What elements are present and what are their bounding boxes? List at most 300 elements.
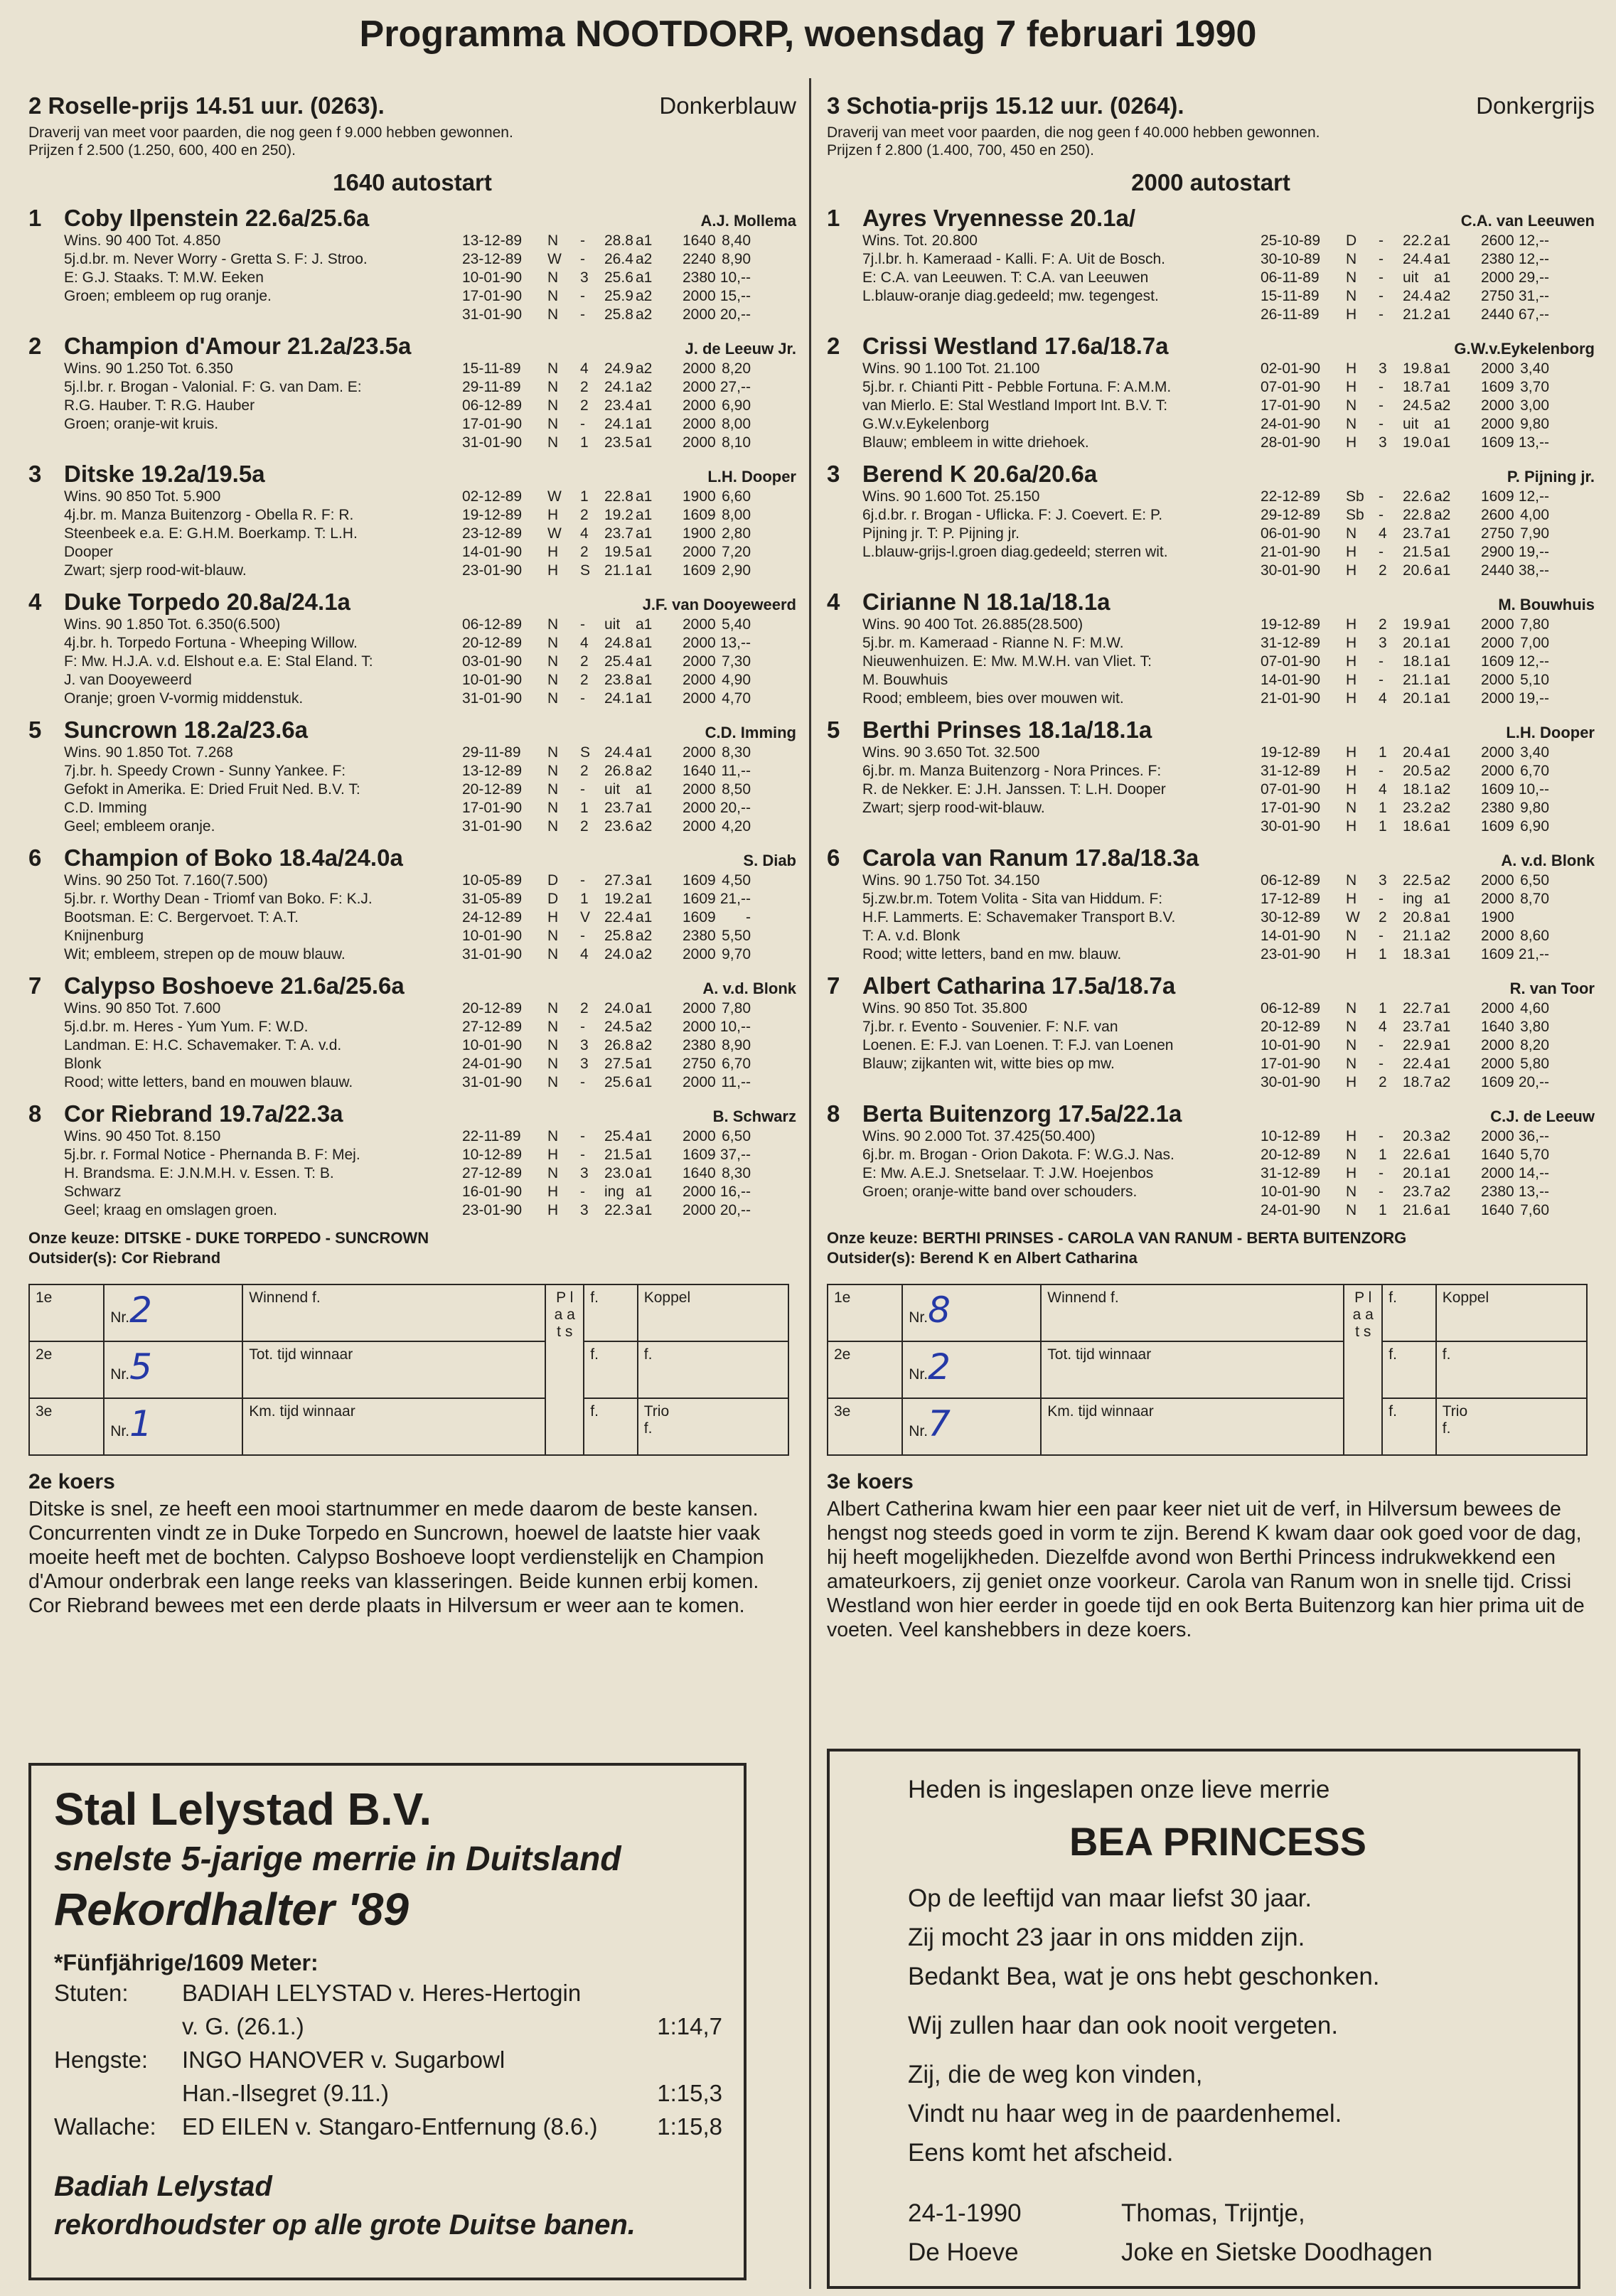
run-row <box>462 543 796 562</box>
memorial-line: Zij, die de weg kon vinden, <box>908 2061 1203 2088</box>
run-cell: 20.5 <box>1403 763 1432 779</box>
horse-trainer: G.W.v.Eykelenborg <box>1454 340 1595 358</box>
horse-info-line: Wins. 90 850 Tot. 35.800 <box>862 1000 1027 1016</box>
result-nr <box>104 1398 242 1455</box>
run-cell: 02-01-90 <box>1261 360 1321 377</box>
run-cell: 14,-- <box>1518 1165 1549 1181</box>
run-cell: 26.8 <box>604 1037 633 1053</box>
run-cell: 2000 <box>683 416 716 432</box>
run-cell: N <box>547 434 559 451</box>
memorial-date: 24-1-1990 <box>908 2199 1022 2227</box>
run-cell: N <box>547 1037 559 1053</box>
run-row <box>1261 1018 1595 1036</box>
run-cell: 31-01-90 <box>462 818 523 835</box>
run-cell: a2 <box>1434 1074 1451 1090</box>
horse-info-line: 6j.br. m. Manza Buitenzorg - Nora Princes. F: <box>862 763 1162 779</box>
run-cell: a1 <box>636 690 653 707</box>
horse-info-line: Geel; kraag en omslagen groen. <box>64 1202 278 1218</box>
run-cell: 12,-- <box>1518 488 1549 505</box>
run-row <box>1261 871 1595 890</box>
run-cell: ing <box>1403 891 1423 907</box>
race-distance: 1640 autostart <box>333 169 492 195</box>
run-cell: a1 <box>636 488 653 505</box>
horse-name-text: Berend K 20.6a/20.6a <box>862 461 1098 487</box>
horse-info-line: H. Brandsma. E: J.N.M.H. v. Essen. T: B. <box>64 1165 334 1181</box>
run-row <box>462 744 796 762</box>
record-cell: Wallache: <box>54 2113 156 2140</box>
condition-line: Prijzen f 2.500 (1.250, 600, 400 en 250). <box>28 142 296 159</box>
horse-entry <box>28 589 796 708</box>
horse-info-line: Rood; witte letters, band en mouwen blauw. <box>64 1074 353 1090</box>
run-cell: - <box>1379 507 1384 523</box>
horse-number: 3 <box>827 461 840 487</box>
result-table <box>28 1284 789 1456</box>
run-cell: 06-01-90 <box>1261 525 1321 542</box>
record-cell: Stuten: <box>54 1980 129 2006</box>
horse-runs <box>1261 232 1595 324</box>
record-cell: 1:15,3 <box>657 2080 722 2106</box>
run-cell: V <box>580 909 591 926</box>
condition-line: Prijzen f 2.800 (1.400, 700, 450 en 250). <box>827 142 1094 159</box>
horse-info-line: R. de Nekker. E: J.H. Janssen. T: L.H. Dooper <box>862 781 1166 798</box>
run-row <box>462 1164 796 1183</box>
horse-info-line: Wins. 90 1.250 Tot. 6.350 <box>64 360 233 377</box>
run-cell: 25.4 <box>604 653 633 670</box>
run-cell: 30-01-90 <box>1261 818 1321 835</box>
run-cell: N <box>1346 800 1357 816</box>
horse-runs <box>462 488 796 580</box>
run-cell: 2000 <box>1481 360 1514 377</box>
run-cell: 2750 <box>1481 288 1514 304</box>
horse-info <box>862 616 1261 708</box>
run-row <box>1261 671 1595 690</box>
run-cell: 2000 <box>683 544 716 560</box>
run-row <box>462 269 796 287</box>
run-cell: 23.0 <box>604 1165 633 1181</box>
horse-number: 5 <box>28 717 42 743</box>
run-cell: a1 <box>1434 1019 1451 1035</box>
run-cell: 20,-- <box>719 1202 751 1218</box>
run-cell: 15-11-89 <box>462 360 521 377</box>
run-cell: N <box>547 306 559 323</box>
run-cell: a2 <box>1434 1184 1451 1200</box>
run-cell: 1 <box>1379 800 1387 816</box>
memorial-lines <box>908 1879 1499 2172</box>
run-cell: 25.8 <box>604 306 633 323</box>
run-cell: 3 <box>580 1202 589 1218</box>
run-cell: 1609 <box>683 507 716 523</box>
horse-info-line: E: Mw. A.E.J. Snetselaar. T: J.W. Hoejenbos <box>862 1165 1154 1181</box>
run-cell: a1 <box>1434 818 1451 835</box>
run-cell: 1609 <box>683 909 716 926</box>
run-cell: N <box>547 744 559 761</box>
horse-info <box>862 744 1261 836</box>
run-cell: 12,-- <box>1518 653 1549 670</box>
result-row <box>828 1398 1587 1455</box>
horse-info-line: 5j.br. r. Formal Notice - Phernanda B. F: Mej. <box>64 1147 360 1163</box>
run-cell: 24.0 <box>604 946 633 962</box>
result-nr <box>902 1341 1041 1398</box>
horse-info-line: Wins. 90 850 Tot. 7.600 <box>64 1000 221 1016</box>
run-cell: a2 <box>1434 397 1451 414</box>
run-cell: 8,60 <box>1520 928 1549 944</box>
run-cell: N <box>547 269 559 286</box>
run-cell: 15-11-89 <box>1261 288 1320 304</box>
run-cell: a1 <box>1434 744 1451 761</box>
run-cell: 8,40 <box>722 232 751 249</box>
run-cell: W <box>547 251 562 267</box>
run-cell: N <box>547 781 559 798</box>
run-cell: - <box>1379 1037 1384 1053</box>
run-cell: 24-12-89 <box>462 909 523 926</box>
run-cell: a1 <box>636 1000 653 1016</box>
run-row <box>1261 1127 1595 1146</box>
run-cell: 3,70 <box>1520 379 1549 395</box>
run-cell: uit <box>604 616 621 633</box>
horse-info-line: Blauw; zijkanten wit, witte bies op mw. <box>862 1056 1115 1072</box>
run-cell: 18.3 <box>1403 946 1432 962</box>
horse-info-line: Schwarz <box>64 1184 122 1200</box>
run-cell: 2000 <box>1481 763 1514 779</box>
run-cell: a2 <box>1434 872 1451 889</box>
handwritten-number: 2 <box>129 1289 152 1331</box>
run-cell: - <box>1379 672 1384 688</box>
run-cell: a1 <box>1434 1147 1451 1163</box>
run-cell: 2000 <box>683 1074 716 1090</box>
horse-trainer: P. Pijning jr. <box>1507 468 1595 486</box>
run-cell: 8,00 <box>722 416 751 432</box>
ad-record-rows <box>54 1976 721 2143</box>
result-nr <box>902 1284 1041 1341</box>
run-cell: 1 <box>1379 744 1387 761</box>
run-cell: H <box>1346 653 1357 670</box>
horse-info-line: 4j.br. h. Torpedo Fortuna - Wheeping Willow. <box>64 635 358 651</box>
run-cell: D <box>547 872 559 889</box>
run-cell <box>1507 908 1549 927</box>
run-cell: 24.5 <box>604 1019 633 1035</box>
memorial-line: Wij zullen haar dan ook nooit vergeten. <box>908 2012 1339 2039</box>
horse-details <box>827 232 1595 324</box>
horse-entry <box>28 1100 796 1220</box>
run-cell: S <box>580 562 591 579</box>
run-cell: - <box>1379 891 1384 907</box>
horse-info-line: 5j.br. r. Chianti Pitt - Pebble Fortuna. F: A.M.M. <box>862 379 1172 395</box>
run-cell: - <box>1379 251 1384 267</box>
horse-details <box>827 1127 1595 1220</box>
record-cell: INGO HANOVER v. Sugarbowl <box>182 2046 505 2073</box>
run-cell: 1609 <box>1481 1074 1514 1090</box>
run-cell: 19-12-89 <box>1261 616 1321 633</box>
horse-name-text: Ayres Vryennesse 20.1a/ <box>862 205 1136 231</box>
result-nr <box>104 1341 242 1398</box>
run-cell: 21.2 <box>1403 306 1432 323</box>
run-cell: 2000 <box>1481 1037 1514 1053</box>
run-cell: 03-01-90 <box>462 653 523 670</box>
run-cell: - <box>1379 397 1384 414</box>
koppel-label: Koppel <box>643 1289 691 1306</box>
horse-info-line: C.D. Imming <box>64 800 147 816</box>
run-cell: 23-12-89 <box>462 251 523 267</box>
horse-trainer: B. Schwarz <box>712 1107 796 1125</box>
condition-line: Draverij van meet voor paarden, die nog geen f 9.000 hebben gewonnen. <box>28 124 513 141</box>
run-cell: N <box>1346 1202 1357 1218</box>
run-cell: - <box>580 1074 585 1090</box>
memorial-line: Op de leeftijd van maar liefst 30 jaar. <box>908 1884 1312 1912</box>
run-cell: 20.3 <box>1403 1128 1432 1144</box>
run-row <box>462 250 796 269</box>
run-cell: a1 <box>1434 946 1451 962</box>
handwritten-number: 2 <box>928 1346 951 1388</box>
run-cell: 2000 <box>1481 1128 1514 1144</box>
run-cell: N <box>547 1074 559 1090</box>
run-cell: 10-01-90 <box>462 269 523 286</box>
run-cell: 2 <box>580 818 589 835</box>
run-row <box>1261 799 1595 817</box>
run-row <box>1261 1073 1595 1092</box>
horse-name <box>28 844 403 871</box>
run-cell: 7,00 <box>1520 635 1549 651</box>
run-cell: - <box>580 1128 585 1144</box>
run-cell: 2750 <box>1481 525 1514 542</box>
run-cell: a1 <box>1434 1165 1451 1181</box>
run-cell: 16-01-90 <box>462 1184 523 1200</box>
run-row <box>1261 397 1595 415</box>
run-cell: 19-12-89 <box>462 507 523 523</box>
run-cell: 25.6 <box>604 269 633 286</box>
run-cell: 24.1 <box>604 416 633 432</box>
run-cell: 3 <box>1379 872 1387 889</box>
horse-info-line: Wins. 90 1.850 Tot. 7.268 <box>64 744 233 761</box>
horse-info-line: M. Bouwhuis <box>862 672 948 688</box>
horse-info-line: Landman. E: H.C. Schavemaker. T: A. v.d. <box>64 1037 342 1053</box>
result-extra <box>638 1284 788 1341</box>
run-row <box>1261 1201 1595 1220</box>
run-cell: 2000 <box>683 800 716 816</box>
run-cell: 20.6 <box>1403 562 1432 579</box>
run-cell: 31,-- <box>1518 288 1549 304</box>
horse-number: 1 <box>28 205 42 231</box>
run-cell: a1 <box>1434 306 1451 323</box>
horse-info-line: 4j.br. m. Manza Buitenzorg - Obella R. F: R. <box>64 507 354 523</box>
run-cell: 15,-- <box>719 288 751 304</box>
run-cell: 22.3 <box>604 1202 633 1218</box>
horse-info-line: Knijnenburg <box>64 928 144 944</box>
run-cell: 2380 <box>683 1037 716 1053</box>
horse-info <box>64 488 462 580</box>
run-cell: 7,60 <box>1520 1202 1549 1218</box>
run-cell: 17-01-90 <box>462 288 523 304</box>
run-cell: 07-01-90 <box>1261 653 1321 670</box>
horse-name <box>28 205 369 232</box>
horse-entry <box>827 205 1595 324</box>
horse-runs <box>1261 616 1595 708</box>
horse-info-line: Steenbeek e.a. E: G.H.M. Boerkamp. T: L.H. <box>64 525 358 542</box>
run-row <box>462 927 796 945</box>
run-row <box>462 1018 796 1036</box>
run-cell: a1 <box>636 525 653 542</box>
run-row <box>462 488 796 506</box>
run-cell: 17-12-89 <box>1261 891 1321 907</box>
run-cell: W <box>547 525 562 542</box>
run-cell: 6,50 <box>722 1128 751 1144</box>
run-cell: a1 <box>1434 891 1451 907</box>
record-cell: 1:15,8 <box>657 2113 722 2140</box>
ad-title: Stal Lelystad B.V. <box>54 1783 432 1835</box>
run-cell: a1 <box>1434 525 1451 542</box>
run-cell: a2 <box>1434 928 1451 944</box>
run-cell: N <box>1346 288 1357 304</box>
run-cell: 24.4 <box>1403 251 1432 267</box>
run-cell: 23.7 <box>604 800 633 816</box>
run-cell: - <box>1379 928 1384 944</box>
run-cell: 1640 <box>1481 1147 1514 1163</box>
horse-details <box>28 1127 796 1220</box>
run-cell: - <box>1379 1165 1384 1181</box>
run-cell: 2000 <box>1481 891 1514 907</box>
run-cell: 10,-- <box>719 1019 751 1035</box>
run-cell: 1640 <box>683 232 716 249</box>
horse-name-row <box>827 589 1595 616</box>
run-cell: a1 <box>1434 635 1451 651</box>
run-cell: 19,-- <box>1518 690 1549 707</box>
run-cell: a1 <box>1434 1056 1451 1072</box>
ad-footer <box>54 2167 721 2244</box>
run-row <box>462 1127 796 1146</box>
run-row <box>1261 506 1595 525</box>
commentary-text: Albert Catherina kwam hier een paar keer niet uit de verf, in Hilversum bewees de hengst nog steeds goed in vorm te zijn. Berend K kwam daar ook goed voor de dag, hij heeft mogelijkheden. Diezelfde avond won Berthi Princess indrukwekkend een amateurkoers, zij geniet onze voorkeur. Carola van Ranum won in snelle tijd. Crissi Westland won hier eerder in goede tijd en ook Berta Buitenzorg kan hier prima uit de voeten. Veel kanshebbers in deze koers. <box>827 1498 1585 1641</box>
run-cell: a1 <box>636 397 653 414</box>
horse-info-line: Loenen. E: F.J. van Loenen. T: F.J. van Loenen <box>862 1037 1174 1053</box>
run-cell: 31-12-89 <box>1261 1165 1321 1181</box>
run-cell: N <box>547 616 559 633</box>
run-cell: 29-11-89 <box>462 379 521 395</box>
record-row <box>54 2043 721 2076</box>
run-cell: N <box>1346 269 1357 286</box>
run-cell: N <box>547 397 559 414</box>
run-cell: 1640 <box>683 763 716 779</box>
run-row <box>462 762 796 780</box>
run-cell: a1 <box>636 744 653 761</box>
run-cell: 23.8 <box>604 672 633 688</box>
run-cell: N <box>1346 928 1357 944</box>
memorial-signature <box>908 2194 1499 2272</box>
run-cell: 20-12-89 <box>1261 1147 1321 1163</box>
run-cell: - <box>580 1147 585 1163</box>
run-cell: 7,20 <box>722 544 751 560</box>
run-cell: 3 <box>1379 635 1387 651</box>
run-row <box>462 616 796 634</box>
run-cell: 8,30 <box>722 1165 751 1181</box>
run-cell: 17-01-90 <box>1261 397 1321 414</box>
run-cell: 10,-- <box>1518 781 1549 798</box>
run-cell: H <box>547 1184 559 1200</box>
run-cell: 2 <box>580 379 589 395</box>
result-f: f. <box>1442 1420 1451 1437</box>
horse-info-line: Gefokt in Amerika. E: Dried Fruit Ned. B.V. T: <box>64 781 360 798</box>
horse-name-text: Calypso Boshoeve 21.6a/25.6a <box>64 972 405 999</box>
run-row <box>462 232 796 250</box>
horse-info-line: L.blauw-oranje diag.gedeeld; mw. tegengest. <box>862 288 1159 304</box>
horse-name-text: Champion d'Amour 21.2a/23.5a <box>64 333 412 359</box>
handwritten-number: 1 <box>129 1403 152 1444</box>
run-cell: a1 <box>1434 690 1451 707</box>
ad-footer-line: Badiah Lelystad <box>54 2171 272 2202</box>
run-cell: 20-12-89 <box>462 1000 523 1016</box>
horse-info-line: Dooper <box>64 544 113 560</box>
horse-info-line: G.W.v.Eykelenborg <box>862 416 990 432</box>
run-cell: a1 <box>636 1128 653 1144</box>
run-cell: 2 <box>580 653 589 670</box>
run-cell: D <box>547 891 559 907</box>
run-row <box>462 506 796 525</box>
horse-entry <box>28 844 796 964</box>
run-cell: H <box>547 544 559 560</box>
run-cell: 2000 <box>1481 269 1514 286</box>
run-cell: uit <box>1403 416 1419 432</box>
horse-details <box>28 744 796 836</box>
run-cell: 23.6 <box>604 818 633 835</box>
horse-entry <box>827 589 1595 708</box>
horse-info-line: Geel; embleem oranje. <box>64 818 215 835</box>
result-nr <box>902 1398 1041 1455</box>
run-cell: H <box>547 909 559 926</box>
result-f: f. <box>1382 1398 1436 1455</box>
run-cell: H <box>1346 690 1357 707</box>
horse-name-text: Cor Riebrand 19.7a/22.3a <box>64 1100 343 1127</box>
run-cell: 6,70 <box>1520 763 1549 779</box>
horse-name-row <box>827 844 1595 871</box>
run-cell: H <box>1346 946 1357 962</box>
run-cell: a1 <box>1434 269 1451 286</box>
run-cell: a1 <box>636 544 653 560</box>
run-cell: 2,90 <box>722 562 751 579</box>
run-cell: 17-01-90 <box>1261 1056 1321 1072</box>
memorial-line: Vindt nu haar weg in de paardenhemel. <box>908 2100 1342 2128</box>
horse-runs <box>1261 1127 1595 1220</box>
horse-info-line: Wit; embleem, strepen op de mouw blauw. <box>64 946 346 962</box>
run-cell: 25.9 <box>604 288 633 304</box>
run-cell: 2000 <box>1481 872 1514 889</box>
run-cell: a1 <box>636 781 653 798</box>
run-cell: a2 <box>1434 800 1451 816</box>
run-cell: H <box>1346 616 1357 633</box>
run-cell: 16,-- <box>719 1184 751 1200</box>
run-cell: - <box>1379 653 1384 670</box>
horse-info-line: Wins. 90 400 Tot. 4.850 <box>64 232 221 249</box>
horse-info-line: Nieuwenhuizen. E: Mw. M.W.H. van Vliet. T: <box>862 653 1152 670</box>
horse-info <box>64 360 462 452</box>
run-cell: 2380 <box>683 928 716 944</box>
run-cell: 8,10 <box>722 434 751 451</box>
horse-info-line: van Mierlo. E: Stal Westland Import Int. B.V. T: <box>862 397 1168 414</box>
run-cell: 2000 <box>683 690 716 707</box>
run-cell: 4,20 <box>722 818 751 835</box>
run-cell: 21,-- <box>719 891 751 907</box>
run-cell: 2 <box>580 507 589 523</box>
horse-info-line: Wins. 90 1.600 Tot. 25.150 <box>862 488 1040 505</box>
run-cell: N <box>1346 1184 1357 1200</box>
result-place: 1e <box>828 1284 902 1341</box>
run-cell: 8,20 <box>722 360 751 377</box>
run-cell: 2000 <box>683 616 716 633</box>
run-cell: 22.6 <box>1403 488 1432 505</box>
run-cell: 24.5 <box>1403 397 1432 414</box>
horse-trainer: C.D. Imming <box>705 724 796 741</box>
run-cell: 20-12-89 <box>462 781 523 798</box>
horse-info-line: Wins. 90 250 Tot. 7.160(7.500) <box>64 872 268 889</box>
run-row <box>1261 232 1595 250</box>
run-row <box>462 634 796 653</box>
